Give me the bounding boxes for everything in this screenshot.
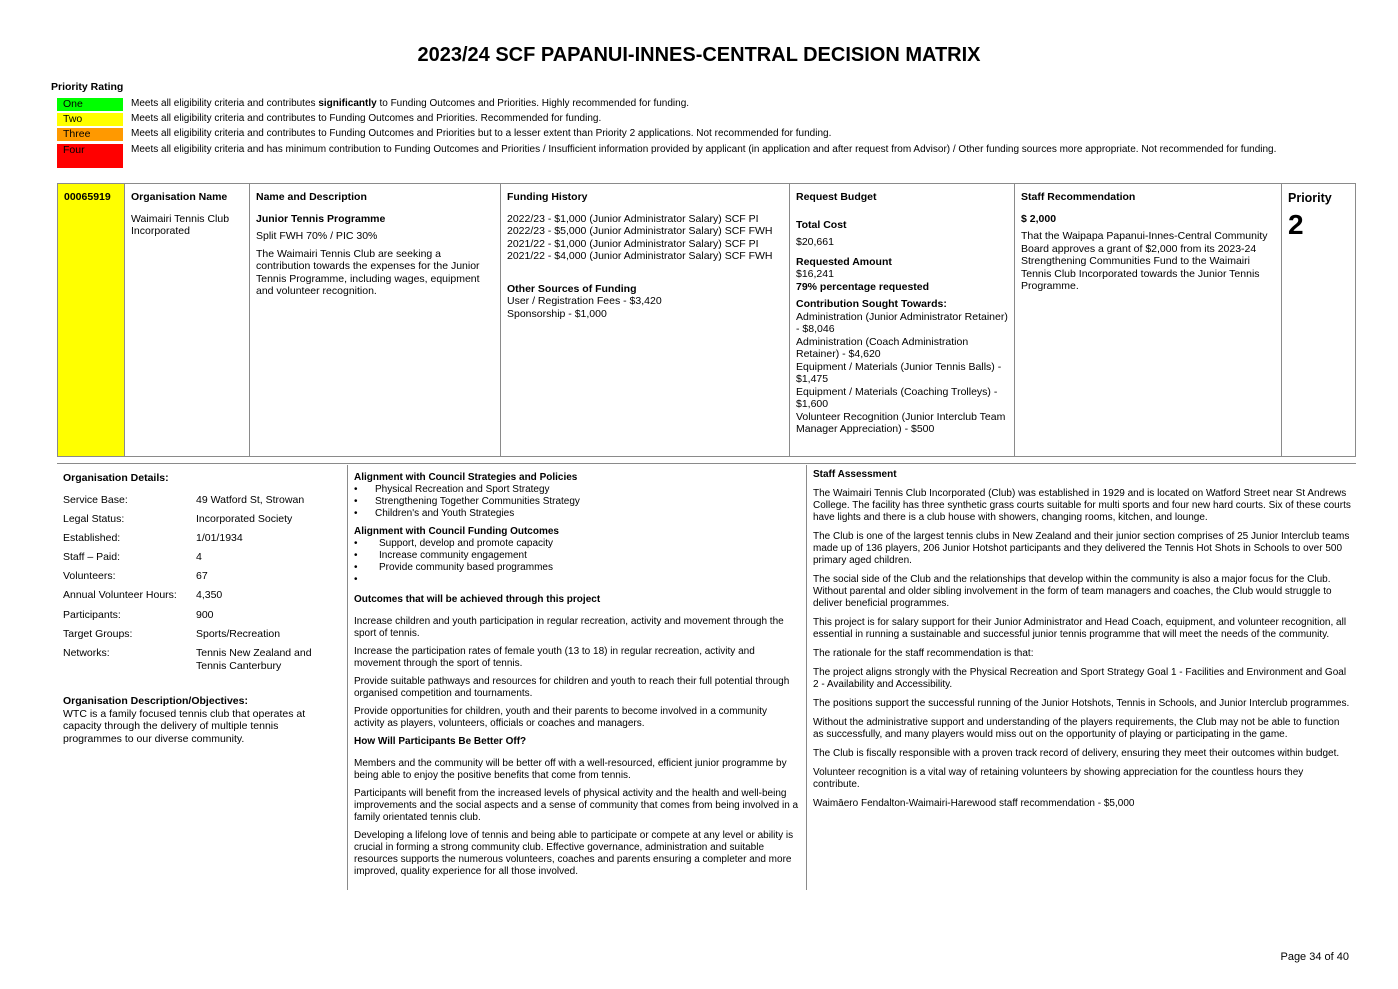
assessment-para: Waimāero Fendalton-Waimairi-Harewood staff recommendation - $5,000 [813,798,1135,809]
history-item: 2021/22 - $4,000 (Junior Administrator Salary) SCF FWH [507,250,773,262]
application-id: 00065919 [64,191,111,203]
detail-row: Volunteers: 67 [63,570,208,583]
assessment-para: The project aligns strongly with the Physical Recreation and Sport Strategy Goal 1 - Facilities and Environment and Goal 2 - Availability and Accessibility. [813,667,1347,690]
application-table [57,183,1356,457]
priority-legend-row-four [57,144,1347,168]
better-off-header: How Will Participants Be Better Off? [354,736,527,747]
better-off-item: Developing a lifelong love of tennis and being able to participate or compete at any level or ability is crucial in forming a strong community club. Effective governance, administration and suitable resources supports the numerous volunteers, coaches and parents ensuring a completer and more improved, quality experience for all those involved. [354,830,794,877]
list-item: • Support, develop and promote capacity [354,538,800,550]
priority-legend-row-two [57,113,1347,126]
bottom-divider-right [806,465,807,890]
staff-assessment-header: Staff Assessment [813,469,897,480]
detail-row: Networks: Tennis New Zealand and Tennis Canterbury [63,647,312,672]
assessment-para: The positions support the successful running of the Junior Hotshots, Tennis in Schools, and Junior Interclub programmes. [813,698,1350,709]
staff-recommendation-header: Staff Recommendation [1021,191,1136,203]
detail-row: Staff – Paid: 4 [63,551,202,564]
assessment-para: Without the administrative support and understanding of the players requirements, the Club may not be able to function as successfully, and many players would miss out on the opportunity of playing or participating in the game. [813,717,1340,740]
request-budget-cell [790,184,1015,456]
list-item: • Increase community engagement [354,550,800,562]
assessment-para: The Waimairi Tennis Club Incorporated (Club) was established in 1929 and is located on Watford Street near St Andrews College. The facility has three synthetic grass courts suitable for multi sports and four new hard courts. Six of these courts have lights and there is a club house with showers, changing rooms, kitchen, and lounge. [813,488,1351,523]
org-name-cell [125,184,250,456]
detail-row: Established: 1/01/1934 [63,531,243,544]
list-item: • Physical Recreation and Sport Strategy [354,484,800,496]
priority-header: Priority [1288,191,1332,205]
org-details-header: Organisation Details: [63,472,169,484]
better-off-item: Participants will benefit from the increased levels of physical activity and the health and well-being improvements and the social aspects and a sense of community that comes from being involved in a family orientated tennis club. [354,788,799,823]
alignment-section [354,472,800,884]
staff-recommendation-cell [1015,184,1282,456]
priority-swatch-one: One [57,98,123,111]
funding-outcomes-list [354,538,800,586]
strategies-list [354,484,800,520]
assessment-para: The Club is fiscally responsible with a proven track record of delivery, ensuring they meet their outcomes within budget. [813,748,1340,759]
staff-assessment-section [813,469,1351,816]
history-item: 2022/23 - $1,000 (Junior Administrator Salary) SCF PI [507,212,759,225]
page-number: Page 34 of 40 [1280,951,1349,963]
bottom-section-top-border [57,463,1356,464]
detail-row: Target Groups: Sports/Recreation [63,627,281,640]
other-source-item: Sponsorship - $1,000 [507,307,607,320]
total-cost-value: $20,661 [796,236,834,248]
application-id-cell [58,184,125,456]
staff-recommendation-text: That the Waipapa Papanui-Innes-Central Community Board approves a grant of $2,000 from its 2023-24 Strengthening Communities Fund to the Waimairi Tennis Club Incorporated towards the Junior Tennis Programme. [1021,230,1268,292]
achieved-item: Provide suitable pathways and resources for children and youth to reach their full potential through organised competition and tournaments. [354,676,790,699]
other-sources-header: Other Sources of Funding [507,282,637,295]
history-item: 2022/23 - $5,000 (Junior Administrator Salary) SCF FWH [507,225,773,237]
org-description: WTC is a family focused tennis club that operates at capacity through the delivery of multiple tennis programmes to our diverse community. [63,707,306,745]
assessment-para: The rationale for the staff recommendation is that: [813,648,1034,659]
priority-legend-row-one [57,98,1347,111]
sought-item: Equipment / Materials (Coaching Trolleys) - $1,600 [796,385,998,410]
assessment-para: The social side of the Club and the relationships that develop within the community is also a major focus for the Club. Without parental and older sibling involvement in the form of team managers and coaches, the Club would struggle to deliver beneficial programmes. [813,574,1332,609]
detail-row: Annual Volunteer Hours: 4,350 [63,589,223,602]
sought-item: Volunteer Recognition (Junior Interclub Team Manager Appreciation) - $500 [796,410,1006,435]
other-source-item: User / Registration Fees - $3,420 [507,295,662,307]
priority-cell [1282,184,1357,456]
assessment-para: This project is for salary support for their Junior Administrator and Head Coach, equipment, and volunteer recognition, all essential in running a sustainable and successful junior tennis programme that will meet the needs of the community. [813,617,1347,640]
name-description-header: Name and Description [256,191,367,203]
priority-legend-row-three [57,128,1347,141]
sought-item: Administration (Junior Administrator Retainer) - $8,046 [796,310,1008,335]
funding-split: Split FWH 70% / PIC 30% [256,230,378,242]
list-item [354,574,800,586]
detail-row: Legal Status: Incorporated Society [63,512,293,525]
requested-amount-value: $16,241 [796,268,834,280]
priority-desc-two: Meets all eligibility criteria and contributes to Funding Outcomes and Priorities. Recommended for funding. [131,113,602,124]
achieved-item: Provide opportunities for children, youth and their parents to become involved in a community activity as players, volunteers, officials or coaches and managers. [354,706,768,729]
priority-swatch-four: Four [57,144,123,168]
org-name: Waimairi Tennis Club Incorporated [131,212,230,237]
name-description-cell [250,184,501,456]
percentage-requested: 79% percentage requested [796,280,930,293]
list-item: • Provide community based programmes [354,562,800,574]
achieved-item: Increase the participation rates of female youth (13 to 18) in regular recreation, activity and movement through the sport of tennis. [354,646,755,669]
funding-outcomes-header: Alignment with Council Funding Outcomes [354,526,559,537]
org-details-section [63,472,341,745]
sought-item: Administration (Coach Administration Retainer) - $4,620 [796,335,969,360]
achieved-header: Outcomes that will be achieved through this project [354,594,601,605]
history-item: 2021/22 - $1,000 (Junior Administrator Salary) SCF PI [507,237,759,250]
priority-desc-one: Meets all eligibility criteria and contributes significantly to Funding Outcomes and Priorities. Highly recommended for funding. [131,98,690,109]
list-item: • Strengthening Together Communities Strategy [354,496,800,508]
list-item: • Children's and Youth Strategies [354,508,800,520]
priority-value: 2 [1288,209,1304,240]
assessment-para: Volunteer recognition is a vital way of retaining volunteers by showing appreciation for the countless hours they contribute. [813,767,1304,790]
priority-rating-label: Priority Rating [51,81,124,93]
org-name-header: Organisation Name [131,191,228,203]
priority-desc-four: Meets all eligibility criteria and has minimum contribution to Funding Outcomes and Priorities / Insufficient information provided by applicant (in application and after request from Advisor) / Other funding sources more appropriate. Not recommended for funding. [131,144,1277,155]
contribution-sought-label: Contribution Sought Towards: [796,298,947,310]
achieved-item: Increase children and youth participation in regular recreation, activity and movement through the sport of tennis. [354,616,784,639]
project-description: The Waimairi Tennis Club are seeking a contribution towards the expenses for the Junior Tennis Programme, including wages, equipment and volunteer recognition. [256,247,480,297]
funding-history-header: Funding History [507,191,588,203]
staff-recommendation-amount: $ 2,000 [1021,212,1057,225]
strategies-header: Alignment with Council Strategies and Policies [354,472,578,483]
requested-amount-label: Requested Amount [796,255,892,268]
total-cost-label: Total Cost [796,218,847,231]
better-off-item: Members and the community will be better off with a well-resourced, efficient junior programme by being able to enjoy the positive benefits that come from tennis. [354,758,787,781]
sought-item: Equipment / Materials (Junior Tennis Balls) - $1,475 [796,360,1002,385]
page-title: 2023/24 SCF PAPANUI-INNES-CENTRAL DECISION MATRIX [417,44,981,66]
request-budget-header: Request Budget [796,191,877,203]
bottom-divider-left [347,465,348,890]
funding-history-cell [501,184,790,456]
assessment-para: The Club is one of the largest tennis clubs in New Zealand and their junior section comprises of 25 Junior Interclub teams made up of 136 players, 206 Junior Hotshot participants and they delivered the Tennis Hot Shots in Schools to over 500 primary aged children. [813,531,1350,566]
project-name: Junior Tennis Programme [256,212,386,225]
detail-row: Participants: 900 [63,608,214,621]
priority-swatch-three: Three [57,128,123,141]
priority-desc-three: Meets all eligibility criteria and contributes to Funding Outcomes and Priorities but to a lesser extent than Priority 2 applications. Not recommended for funding. [131,128,832,139]
detail-row: Service Base: 49 Watford St, Strowan [63,493,305,506]
org-description-header: Organisation Description/Objectives: [63,695,248,707]
priority-swatch-two: Two [57,113,123,126]
